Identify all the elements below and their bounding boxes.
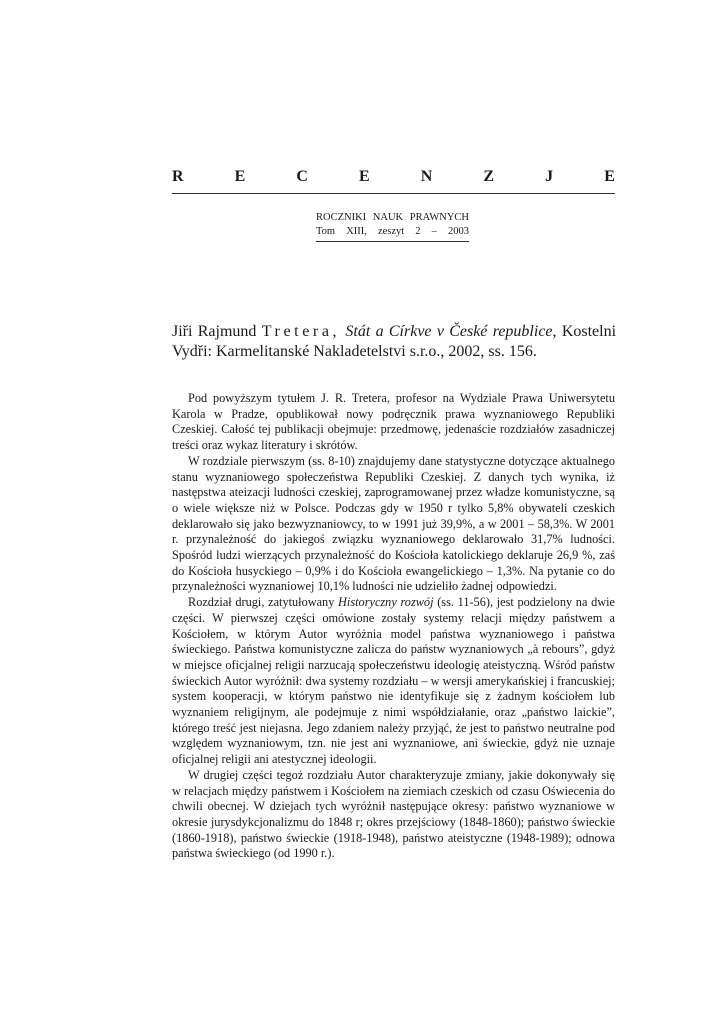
- book-publisher: , Kostelni Vydři: Karmelitanské Nakladetelstvi s.r.o., 2002, ss. 156.: [172, 323, 617, 360]
- review-body: [172, 391, 615, 862]
- section-divider: [172, 193, 615, 194]
- paragraph-text: Pod powyższym tytułem J. R. Tretera, profesor na Wydziale Prawa Uniwersytetu Karola w Pradze, opublikował nowy podręcznik prawa wyznaniowego Republiki Czeskiej. Całość tej publikacji obejmuje: przedmowę, jedenaście rozdziałów zasadniczej treści oraz wykaz literatury i skrótów.: [172, 391, 615, 453]
- section-letter: N: [420, 168, 433, 185]
- journal-name-word: NAUK: [372, 212, 404, 223]
- section-letter: J: [545, 168, 554, 185]
- chapter-title: Historyczny rozwój: [338, 595, 434, 610]
- paragraph-text: (ss. 11-56), jest podzielony na dwie części. W pierwszej części omówione zostały systemy relacji między państwem a Kościołem, w którym Autor wyróżnia model państwa wyznaniowego i państwa świeckiego. Państwa komunistyczne zalicza do państw wyznaniowych „à rebours”, gdyż w miejsce oficjalnej religii narzucają społeczeństwu ideologię ateistyczną. Wśród państw świeckich Autor wyróżnił: dwa systemy rozdziału – w wersji amerykańskiej i francuskiej; system kooperacji, w którym państwo nie identyfikuje się z żadnym kościołem lub wyznaniem religijnym, ale podejmuje z nimi współdziałanie, oraz „państwo laickie”, którego treść jest niejasna. Jego zdaniem należy przyjąć, że jest to państwo neutralne pod względem wyznaniowym, tzn. nie jest ani wyznaniowe, ani świeckie, gdyż nie uznaje oficjalnej religii ani atestycznej ideologii.: [172, 595, 615, 767]
- section-letter: R: [172, 168, 184, 185]
- journal-issue-number: 2: [415, 226, 421, 237]
- section-heading: [172, 168, 615, 186]
- author-last-name: Tretera,: [261, 323, 341, 340]
- paragraph: [172, 454, 615, 595]
- section-letter: Z: [483, 168, 495, 185]
- paragraph: [172, 768, 615, 862]
- paragraph-text: W drugiej części tegoż rozdziału Autor charakteryzuje zmiany, jakie dokonywały się w relacjach między państwem i Kościołem na ziemiach czeskich od czasu Oświecenia do chwili obecnej. W dziejach tych wyróżnił następujące okresy: państwo wyznaniowe w okresie jurysdykcjonalizmu do 1848 r; okres przejściowy (1848-1860); państwo świeckie (1860-1918), państwo świeckie (1918-1948), państwo ateistyczne (1948-1989); odnowa państwa świeckiego (od 1990 r.).: [172, 767, 615, 861]
- section-letter: E: [604, 168, 615, 185]
- journal-volume: XIII,: [346, 226, 367, 237]
- section-letter: E: [359, 168, 370, 185]
- paragraph: [172, 391, 615, 454]
- paragraph-text: W rozdziale pierwszym (ss. 8-10) znajdujemy dane statystyczne dotyczące aktualnego stanu wyznaniowego społeczeństwa Republiki Czeskiej. Z danych tych wynika, iż następstwa ateizacji ludności czeskiej, zaprogramowanej przez władze komunistyczne, są o wiele większe niż w Polsce. Podczas gdy w 1950 r tylko 5,8% obywateli czeskich deklarowało się jako bezwyznaniowcy, to w 1991 już 39,9%, a w 2001 – 58,3%. W 2001 r. przynależność do jakiegoś związku wyznaniowego deklarowało 31,7% ludności. Spośród ludzi wierzących przynależność do Kościoła katolickiego deklaruje 26,9 %, zaś do Kościoła husyckiego – 0,9% i do Kościoła ewangelickiego – 1,3%. Na pytanie co do przynależności wyznaniowej 10,1% ludności nie udzieliło żadnej odpowiedzi.: [172, 453, 615, 594]
- paragraph: [172, 595, 615, 768]
- journal-zeszyt-label: zeszyt: [377, 226, 405, 237]
- journal-name-word: ROCZNIKI: [316, 212, 367, 223]
- journal-name: [316, 211, 469, 225]
- book-title: Stát a Církve v České republice: [345, 323, 553, 340]
- author-first-name: Jiři Rajmund: [172, 323, 257, 340]
- journal-dash: –: [431, 226, 437, 237]
- journal-year: 2003: [447, 226, 469, 237]
- journal-divider: [316, 241, 469, 242]
- paragraph-text: Rozdział drugi, zatytułowany: [188, 595, 339, 610]
- journal-tom-label: Tom: [316, 226, 336, 237]
- section-letter: C: [296, 168, 308, 185]
- journal-issue: [316, 225, 469, 239]
- journal-header: [316, 211, 469, 242]
- journal-name-word: PRAWNYCH: [409, 212, 469, 223]
- section-letter: E: [234, 168, 246, 185]
- book-citation: [172, 322, 616, 362]
